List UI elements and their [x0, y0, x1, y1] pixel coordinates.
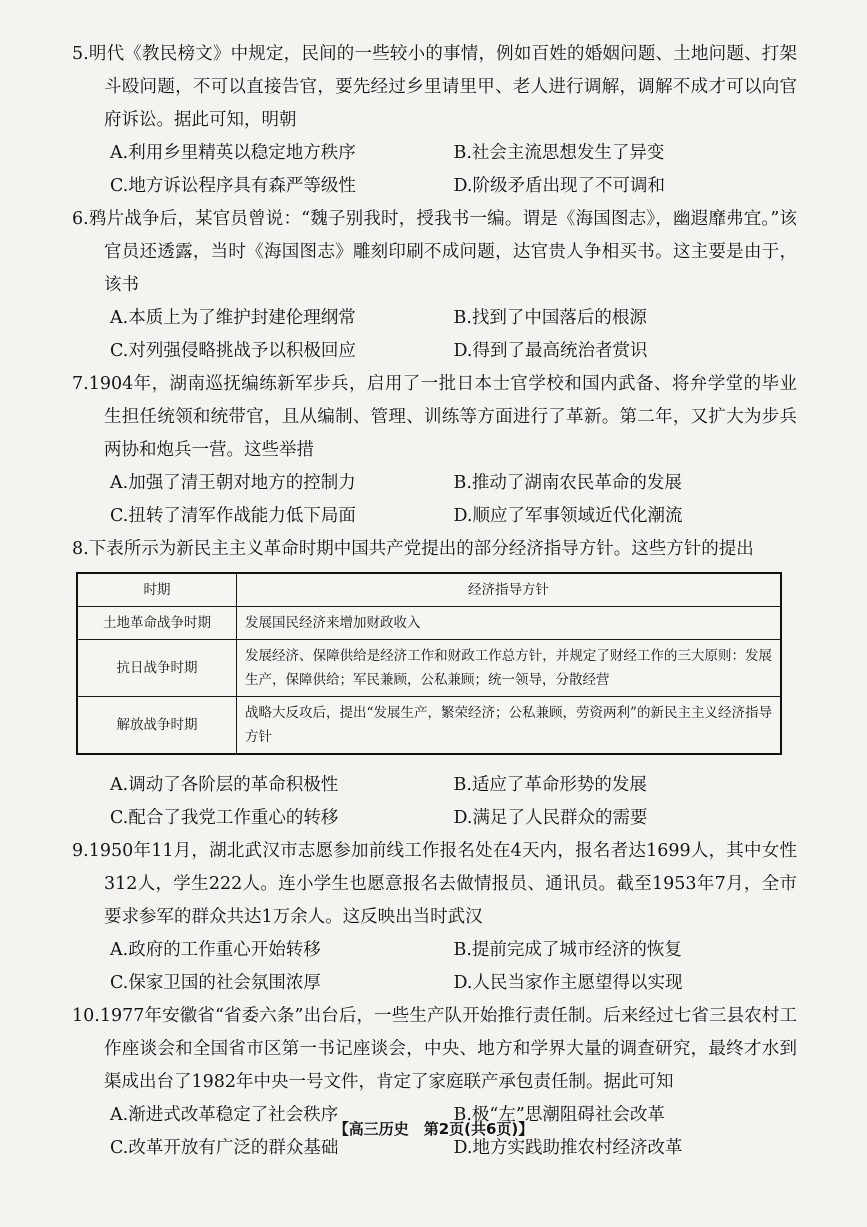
- option-list: [72, 137, 797, 203]
- option-a: A.利用乡里精英以稳定地方秩序: [110, 143, 356, 163]
- table-header: 时期: [77, 573, 237, 607]
- table-cell-period: 解放战争时期: [77, 697, 237, 755]
- page-footer: 【高三历史 第2页(共6页)】: [333, 1120, 534, 1138]
- question-stem: 5.明代《教民榜文》中规定，民间的一些较小的事情，例如百姓的婚姻问题、土地问题、打架斗殴问题，不可以直接告官，要先经过乡里请里甲、老人进行调解，调解不成才可以向官府诉讼。据此可知，明朝: [72, 44, 797, 130]
- question-8: [72, 533, 797, 835]
- option-c: C.对列强侵略挑战予以积极回应: [110, 341, 356, 361]
- option-a: A.本质上为了维护封建伦理纲常: [110, 308, 356, 328]
- table-header: 经济指导方针: [237, 573, 782, 607]
- question-stem: 9.1950年11月，湖北武汉市志愿参加前线工作报名处在4天内，报名者达1699人，其中女性312人，学生222人。连小学生也愿意报名去做情报员、通讯员。截至1953年7月，全市要求参军的群众共达1万余人。这反映出当时武汉: [72, 841, 797, 927]
- question-6: [72, 203, 797, 368]
- question-stem: 7.1904年，湖南巡抚编练新军步兵，启用了一批日本士官学校和国内武备、将弁学堂的毕业生担任统领和统带官，且从编制、管理、训练等方面进行了革新。第二年，又扩大为步兵两协和炮兵一营。这些举措: [72, 374, 797, 460]
- table-cell-policy: 发展经济、保障供给是经济工作和财政工作总方针，并规定了财经工作的三大原则：发展生产，保障供给；军民兼顾，公私兼顾；统一领导，分散经营: [237, 640, 782, 697]
- option-a: A.加强了清王朝对地方的控制力: [110, 473, 356, 493]
- economic-policy-table: [76, 572, 782, 755]
- option-c: C.改革开放有广泛的群众基础: [110, 1138, 339, 1158]
- option-b: B.推动了湖南农民革命的发展: [453, 473, 682, 493]
- question-stem: 8.下表所示为新民主主义革命时期中国共产党提出的部分经济指导方针。这些方针的提出: [72, 539, 754, 559]
- question-stem: 10.1977年安徽省“省委六条”出台后，一些生产队开始推行责任制。后来经过七省三县农村工作座谈会和全国省市区第一书记座谈会，中央、地方和学界大量的调查研究，最终才水到渠成出台了1982年中央一号文件，肯定了家庭联产承包责任制。据此可知: [72, 1006, 797, 1092]
- option-d: D.阶级矛盾出现了不可调和: [453, 176, 665, 196]
- option-d: D.得到了最高统治者赏识: [453, 341, 648, 361]
- option-d: D.顺应了军事领域近代化潮流: [453, 506, 683, 526]
- table-row: [77, 640, 781, 697]
- option-c: C.扭转了清军作战能力低下局面: [110, 506, 356, 526]
- option-a: A.政府的工作重心开始转移: [110, 940, 321, 960]
- option-list: [72, 467, 797, 533]
- option-b: B.找到了中国落后的根源: [453, 308, 647, 328]
- option-list: [72, 769, 797, 835]
- question-10: [72, 1000, 797, 1165]
- table-row: [77, 607, 781, 640]
- question-stem: 6.鸦片战争后，某官员曾说：“魏子别我时，授我书一编。谓是《海国图志》，幽遐靡弗宜。”该官员还透露，当时《海国图志》雕刻印刷不成问题，达官贵人争相买书。这主要是由于，该书: [72, 209, 797, 295]
- option-d: D.地方实践助推农村经济改革: [453, 1138, 683, 1158]
- option-list: [72, 302, 797, 368]
- option-c: C.地方诉讼程序具有森严等级性: [110, 176, 356, 196]
- option-b: B.极“左”思潮阻碍社会改革: [453, 1105, 665, 1125]
- option-c: C.配合了我党工作重心的转移: [110, 808, 339, 828]
- table-cell-period: 土地革命战争时期: [77, 607, 237, 640]
- option-a: A.渐进式改革稳定了社会秩序: [110, 1105, 339, 1125]
- option-b: B.提前完成了城市经济的恢复: [453, 940, 682, 960]
- question-9: [72, 835, 797, 1000]
- option-d: D.人民当家作主愿望得以实现: [453, 973, 683, 993]
- option-d: D.满足了人民群众的需要: [453, 808, 648, 828]
- option-b: B.适应了革命形势的发展: [453, 775, 647, 795]
- table-cell-period: 抗日战争时期: [77, 640, 237, 697]
- table-row: [77, 697, 781, 755]
- table-header-row: [77, 573, 781, 607]
- table-cell-policy: 战略大反攻后，提出“发展生产，繁荣经济；公私兼顾，劳资两利”的新民主主义经济指导方针: [237, 697, 782, 755]
- option-a: A.调动了各阶层的革命积极性: [110, 775, 339, 795]
- question-5: [72, 38, 797, 203]
- table-cell-policy: 发展国民经济来增加财政收入: [237, 607, 782, 640]
- question-7: [72, 368, 797, 533]
- option-b: B.社会主流思想发生了异变: [453, 143, 665, 163]
- option-c: C.保家卫国的社会氛围浓厚: [110, 973, 321, 993]
- option-list: [72, 934, 797, 1000]
